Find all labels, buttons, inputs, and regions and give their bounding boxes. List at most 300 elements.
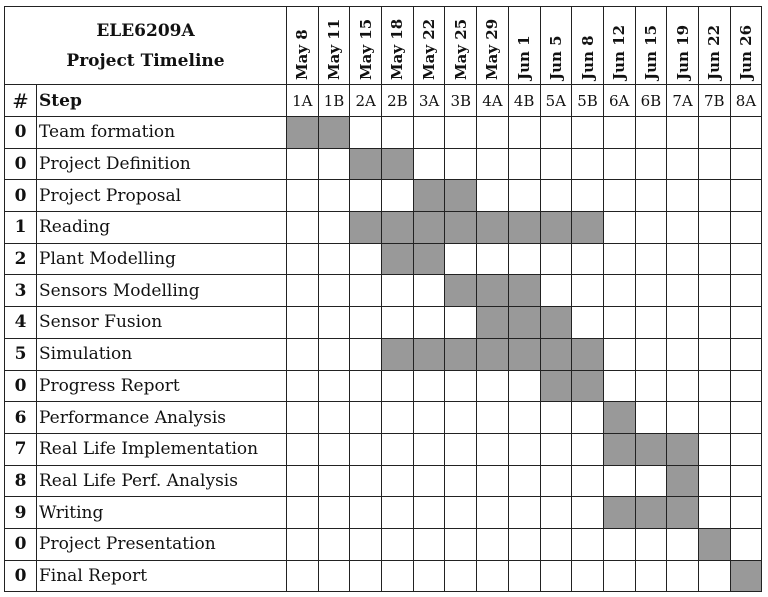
gantt-cell: [698, 370, 730, 402]
period-code: 6B: [635, 85, 667, 117]
gantt-cell-active: [508, 307, 540, 339]
date-label: May 15: [356, 18, 375, 80]
gantt-cell: [287, 180, 319, 212]
gantt-cell: [445, 528, 477, 560]
gantt-cell: [477, 560, 509, 592]
gantt-cell: [350, 560, 382, 592]
gantt-cell-active: [445, 275, 477, 307]
period-code: 6A: [603, 85, 635, 117]
date-label: Jun 19: [673, 24, 692, 80]
gantt-cell: [318, 148, 350, 180]
task-step: Project Presentation: [37, 528, 287, 560]
gantt-cell: [730, 370, 762, 402]
gantt-cell: [667, 307, 699, 339]
gantt-cell: [667, 243, 699, 275]
gantt-cell: [667, 212, 699, 244]
gantt-cell-active: [413, 243, 445, 275]
task-step: Final Report: [37, 560, 287, 592]
gantt-cell: [287, 560, 319, 592]
gantt-cell: [667, 275, 699, 307]
gantt-cell: [350, 402, 382, 434]
gantt-cell: [445, 497, 477, 529]
gantt-cell: [667, 560, 699, 592]
task-step: Sensors Modelling: [37, 275, 287, 307]
gantt-cell: [572, 148, 604, 180]
gantt-cell: [413, 148, 445, 180]
gantt-cell: [477, 497, 509, 529]
date-header: [603, 7, 635, 85]
task-row: [5, 212, 762, 244]
gantt-cell: [698, 560, 730, 592]
gantt-cell: [603, 560, 635, 592]
task-step: Performance Analysis: [37, 402, 287, 434]
task-row: [5, 370, 762, 402]
date-header: [413, 7, 445, 85]
gantt-cell-active: [667, 497, 699, 529]
gantt-cell: [413, 433, 445, 465]
task-step: Project Proposal: [37, 180, 287, 212]
gantt-cell-active: [667, 433, 699, 465]
gantt-cell: [572, 528, 604, 560]
gantt-cell-active: [540, 307, 572, 339]
date-header: [635, 7, 667, 85]
gantt-cell: [350, 180, 382, 212]
gantt-cell: [572, 180, 604, 212]
date-header: [350, 7, 382, 85]
gantt-cell: [445, 433, 477, 465]
task-number: 0: [5, 148, 37, 180]
date-header: [508, 7, 540, 85]
gantt-cell: [445, 370, 477, 402]
gantt-cell: [350, 307, 382, 339]
gantt-cell: [603, 180, 635, 212]
period-code: 2B: [382, 85, 414, 117]
gantt-cell: [508, 402, 540, 434]
step-header: Step: [37, 85, 287, 117]
gantt-cell: [382, 117, 414, 149]
gantt-cell-active: [477, 307, 509, 339]
gantt-cell-active: [382, 243, 414, 275]
gantt-cell: [350, 528, 382, 560]
gantt-cell-active: [477, 275, 509, 307]
gantt-cell: [318, 402, 350, 434]
gantt-cell: [730, 275, 762, 307]
gantt-cell: [667, 117, 699, 149]
task-row: [5, 117, 762, 149]
period-code: 7B: [698, 85, 730, 117]
gantt-cell: [445, 307, 477, 339]
gantt-cell: [413, 370, 445, 402]
period-code: 2A: [350, 85, 382, 117]
gantt-cell-active: [445, 338, 477, 370]
gantt-cell: [508, 528, 540, 560]
gantt-cell-active: [730, 560, 762, 592]
gantt-cell: [287, 528, 319, 560]
gantt-cell: [382, 275, 414, 307]
task-step: Team formation: [37, 117, 287, 149]
gantt-cell: [287, 497, 319, 529]
task-number: 8: [5, 465, 37, 497]
period-code: 4B: [508, 85, 540, 117]
task-number: 0: [5, 370, 37, 402]
gantt-cell-active: [413, 180, 445, 212]
gantt-cell: [572, 402, 604, 434]
gantt-cell: [603, 117, 635, 149]
gantt-cell: [540, 180, 572, 212]
gantt-cell: [603, 338, 635, 370]
gantt-cell-active: [635, 497, 667, 529]
gantt-cell: [382, 528, 414, 560]
period-code: 5B: [572, 85, 604, 117]
gantt-cell: [445, 560, 477, 592]
gantt-cell: [287, 402, 319, 434]
gantt-cell: [318, 338, 350, 370]
gantt-cell: [318, 528, 350, 560]
date-header: [382, 7, 414, 85]
gantt-cell: [350, 370, 382, 402]
gantt-cell: [540, 148, 572, 180]
date-label: May 22: [420, 18, 439, 80]
gantt-cell: [730, 212, 762, 244]
gantt-cell: [635, 212, 667, 244]
gantt-cell: [445, 243, 477, 275]
gantt-cell: [572, 243, 604, 275]
gantt-cell: [572, 433, 604, 465]
gantt-cell: [603, 212, 635, 244]
gantt-cell: [698, 180, 730, 212]
gantt-cell-active: [350, 212, 382, 244]
task-row: [5, 338, 762, 370]
gantt-cell: [540, 402, 572, 434]
gantt-cell: [635, 528, 667, 560]
gantt-cell: [413, 465, 445, 497]
gantt-cell: [603, 148, 635, 180]
gantt-cell: [508, 370, 540, 402]
gantt-cell: [572, 117, 604, 149]
period-code: 8A: [730, 85, 762, 117]
gantt-cell: [635, 307, 667, 339]
gantt-cell: [667, 402, 699, 434]
subheader-row: [5, 85, 762, 117]
gantt-cell: [698, 402, 730, 434]
gantt-cell: [730, 402, 762, 434]
gantt-cell: [603, 370, 635, 402]
date-header: [445, 7, 477, 85]
gantt-cell: [635, 148, 667, 180]
gantt-cell: [572, 497, 604, 529]
gantt-cell-active: [540, 338, 572, 370]
gantt-cell: [667, 370, 699, 402]
gantt-cell: [603, 307, 635, 339]
gantt-cell: [350, 243, 382, 275]
gantt-cell-active: [477, 212, 509, 244]
gantt-cell: [698, 307, 730, 339]
gantt-cell: [667, 528, 699, 560]
title-subtitle: Project Timeline: [66, 50, 225, 71]
period-code: 3B: [445, 85, 477, 117]
gantt-cell: [413, 307, 445, 339]
gantt-cell: [350, 275, 382, 307]
date-label: Jun 15: [641, 24, 660, 80]
task-row: [5, 433, 762, 465]
date-header: [730, 7, 762, 85]
gantt-cell: [477, 370, 509, 402]
project-timeline-table: [4, 6, 762, 592]
gantt-cell: [445, 148, 477, 180]
date-label: Jun 12: [610, 24, 629, 80]
task-row: [5, 148, 762, 180]
gantt-cell: [698, 243, 730, 275]
gantt-cell: [477, 243, 509, 275]
task-number: 4: [5, 307, 37, 339]
gantt-cell: [318, 212, 350, 244]
gantt-cell: [730, 117, 762, 149]
gantt-cell: [477, 117, 509, 149]
gantt-cell: [540, 528, 572, 560]
gantt-cell: [572, 307, 604, 339]
gantt-cell: [287, 465, 319, 497]
gantt-cell: [698, 275, 730, 307]
gantt-cell: [350, 497, 382, 529]
gantt-cell: [730, 180, 762, 212]
gantt-cell: [540, 243, 572, 275]
task-number: 2: [5, 243, 37, 275]
date-header: [287, 7, 319, 85]
gantt-cell-active: [508, 212, 540, 244]
task-row: [5, 402, 762, 434]
gantt-cell: [698, 433, 730, 465]
gantt-cell-active: [572, 370, 604, 402]
gantt-cell: [730, 307, 762, 339]
gantt-cell-active: [382, 148, 414, 180]
gantt-cell: [540, 275, 572, 307]
task-step: Simulation: [37, 338, 287, 370]
gantt-cell: [635, 402, 667, 434]
gantt-cell: [287, 307, 319, 339]
gantt-cell: [318, 275, 350, 307]
gantt-cell: [635, 465, 667, 497]
gantt-cell: [730, 433, 762, 465]
gantt-cell: [287, 148, 319, 180]
gantt-cell: [350, 433, 382, 465]
gantt-cell: [540, 433, 572, 465]
gantt-cell-active: [572, 212, 604, 244]
gantt-cell: [635, 560, 667, 592]
gantt-cell-active: [477, 338, 509, 370]
date-label: May 11: [325, 18, 344, 80]
gantt-cell: [508, 117, 540, 149]
gantt-cell: [382, 402, 414, 434]
task-number: 5: [5, 338, 37, 370]
task-step: Progress Report: [37, 370, 287, 402]
gantt-cell-active: [350, 148, 382, 180]
gantt-cell: [382, 560, 414, 592]
date-label: May 8: [293, 29, 312, 80]
gantt-cell: [413, 528, 445, 560]
gantt-cell: [382, 465, 414, 497]
gantt-cell-active: [540, 212, 572, 244]
gantt-cell: [730, 148, 762, 180]
gantt-cell: [603, 243, 635, 275]
period-code: 4A: [477, 85, 509, 117]
date-label: Jun 8: [578, 35, 597, 80]
gantt-cell: [445, 402, 477, 434]
gantt-cell: [318, 465, 350, 497]
period-code: 3A: [413, 85, 445, 117]
task-number: 3: [5, 275, 37, 307]
gantt-cell: [603, 528, 635, 560]
date-header: [667, 7, 699, 85]
gantt-cell: [635, 275, 667, 307]
gantt-cell-active: [382, 338, 414, 370]
gantt-cell: [508, 243, 540, 275]
gantt-cell: [730, 497, 762, 529]
gantt-cell-active: [635, 433, 667, 465]
date-label: May 25: [451, 18, 470, 80]
gantt-cell: [477, 528, 509, 560]
gantt-cell: [382, 497, 414, 529]
gantt-cell: [540, 560, 572, 592]
gantt-cell: [508, 148, 540, 180]
task-number: 0: [5, 560, 37, 592]
gantt-cell: [350, 465, 382, 497]
task-number: 0: [5, 180, 37, 212]
gantt-cell-active: [445, 212, 477, 244]
gantt-cell: [477, 402, 509, 434]
gantt-cell: [730, 528, 762, 560]
gantt-cell-active: [572, 338, 604, 370]
gantt-cell: [572, 465, 604, 497]
date-label: Jun 1: [515, 35, 534, 80]
date-header: [540, 7, 572, 85]
gantt-cell: [477, 433, 509, 465]
date-label: Jun 5: [546, 35, 565, 80]
date-header: [318, 7, 350, 85]
period-code: 5A: [540, 85, 572, 117]
date-header: [698, 7, 730, 85]
gantt-cell: [635, 370, 667, 402]
gantt-cell: [572, 275, 604, 307]
gantt-cell: [508, 560, 540, 592]
title-course: ELE6209A: [96, 20, 195, 41]
gantt-cell: [318, 180, 350, 212]
date-label: May 18: [388, 18, 407, 80]
gantt-cell: [413, 117, 445, 149]
gantt-cell: [698, 338, 730, 370]
gantt-cell: [318, 370, 350, 402]
gantt-cell: [477, 148, 509, 180]
gantt-cell: [667, 338, 699, 370]
gantt-cell: [382, 180, 414, 212]
gantt-cell-active: [667, 465, 699, 497]
task-row: [5, 307, 762, 339]
gantt-cell: [382, 433, 414, 465]
gantt-cell: [572, 560, 604, 592]
gantt-cell-active: [603, 402, 635, 434]
gantt-cell: [540, 117, 572, 149]
task-step: Real Life Perf. Analysis: [37, 465, 287, 497]
gantt-cell: [635, 180, 667, 212]
header-row: [5, 7, 762, 85]
task-row: [5, 465, 762, 497]
task-number: 0: [5, 117, 37, 149]
gantt-cell: [730, 243, 762, 275]
gantt-cell: [730, 465, 762, 497]
gantt-cell: [413, 560, 445, 592]
gantt-cell: [477, 180, 509, 212]
gantt-cell: [698, 497, 730, 529]
task-step: Plant Modelling: [37, 243, 287, 275]
date-label: Jun 22: [705, 24, 724, 80]
gantt-cell: [318, 433, 350, 465]
gantt-cell: [508, 497, 540, 529]
gantt-cell: [318, 243, 350, 275]
gantt-cell: [698, 212, 730, 244]
task-step: Reading: [37, 212, 287, 244]
gantt-cell-active: [287, 117, 319, 149]
period-code: 1B: [318, 85, 350, 117]
gantt-cell: [730, 338, 762, 370]
gantt-cell: [667, 148, 699, 180]
gantt-cell-active: [382, 212, 414, 244]
gantt-cell: [287, 212, 319, 244]
gantt-cell-active: [508, 338, 540, 370]
gantt-cell-active: [603, 433, 635, 465]
period-code: 1A: [287, 85, 319, 117]
gantt-cell-active: [698, 528, 730, 560]
gantt-cell-active: [508, 275, 540, 307]
task-number: 9: [5, 497, 37, 529]
gantt-cell: [540, 465, 572, 497]
date-header: [572, 7, 604, 85]
gantt-cell: [603, 275, 635, 307]
task-step: Sensor Fusion: [37, 307, 287, 339]
gantt-cell: [508, 180, 540, 212]
task-number: 1: [5, 212, 37, 244]
task-row: [5, 275, 762, 307]
gantt-cell: [445, 465, 477, 497]
gantt-cell: [508, 465, 540, 497]
gantt-cell: [382, 307, 414, 339]
gantt-cell: [667, 180, 699, 212]
gantt-cell: [287, 370, 319, 402]
task-step: Project Definition: [37, 148, 287, 180]
task-row: [5, 560, 762, 592]
date-label: Jun 26: [736, 24, 755, 80]
task-row: [5, 243, 762, 275]
gantt-cell: [540, 497, 572, 529]
gantt-cell-active: [603, 497, 635, 529]
gantt-cell: [318, 560, 350, 592]
gantt-cell: [413, 275, 445, 307]
task-row: [5, 497, 762, 529]
gantt-cell-active: [413, 212, 445, 244]
task-row: [5, 528, 762, 560]
gantt-cell: [698, 465, 730, 497]
gantt-cell: [287, 433, 319, 465]
gantt-cell: [698, 117, 730, 149]
gantt-cell: [287, 338, 319, 370]
gantt-cell-active: [413, 338, 445, 370]
gantt-cell: [287, 275, 319, 307]
gantt-cell: [635, 243, 667, 275]
gantt-cell: [350, 338, 382, 370]
gantt-cell: [413, 497, 445, 529]
gantt-cell: [698, 148, 730, 180]
gantt-cell-active: [318, 117, 350, 149]
task-number: 6: [5, 402, 37, 434]
date-header: [477, 7, 509, 85]
